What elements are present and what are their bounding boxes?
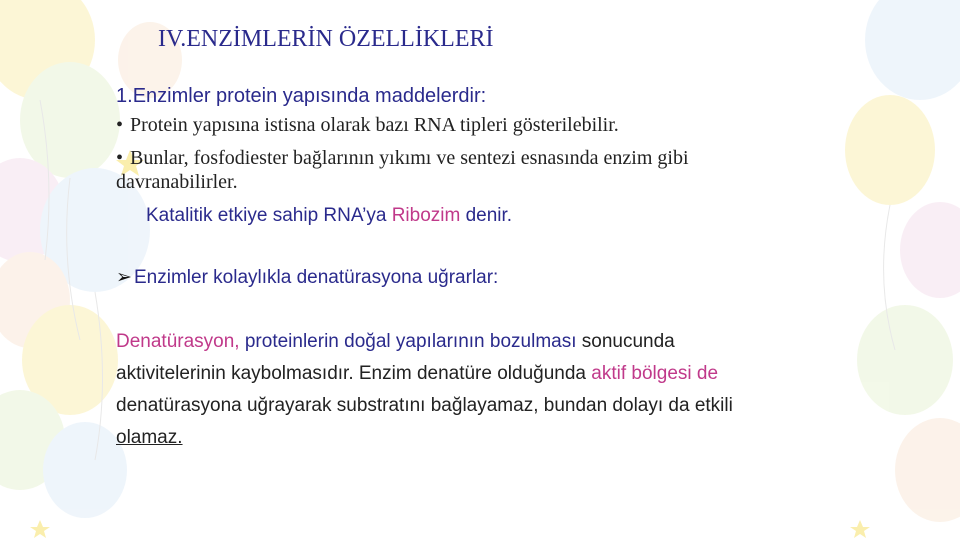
section1-heading-text: Enzimler protein yapısında maddelerdir:: [132, 85, 487, 107]
arrow-bullet-icon: ➢: [116, 267, 132, 288]
section3-l2-start: aktivitelerinin kaybolmasıdır. Enzim denatüre olduğunda: [116, 363, 592, 384]
slide-title: IV.ENZİMLERİN ÖZELLİKLERİ: [158, 26, 494, 52]
bullet-2-text-line1: Bunlar, fosfodiester bağlarının yıkımı ve sentezi esnasında enzim gibi: [130, 147, 689, 169]
ribozim-definition: [146, 204, 512, 228]
section3-line-1: [116, 330, 675, 354]
bullet-icon: •: [116, 114, 124, 136]
section1-heading-number: 1.: [116, 85, 133, 107]
section3-l1-end: sonucunda: [576, 331, 675, 352]
section3-line-4: [116, 426, 183, 450]
bullet-2-continuation: [116, 170, 238, 194]
bullet-icon: •: [116, 147, 124, 169]
ribozim-term: Ribozim: [391, 205, 461, 226]
ribozim-post: denir.: [460, 205, 513, 226]
denaturasyon-term: Denatürasyon,: [116, 331, 240, 352]
section3-l2-pink: aktif bölgesi de: [591, 363, 719, 384]
section2-item: [116, 266, 498, 290]
bullet-item-2: [116, 146, 689, 170]
section2-text: Enzimler kolaylıkla denatürasyona uğrarlar:: [134, 267, 499, 288]
section3-line-2: [116, 362, 718, 386]
bullet-item-1: [116, 113, 619, 137]
section3-line-3: [116, 394, 733, 418]
section3-l3: denatürasyona uğrayarak substratını bağlayamaz, bundan dolayı da etkili: [116, 395, 733, 416]
section3-l1-mid: proteinlerin doğal yapılarının bozulması: [239, 331, 577, 352]
bullet-2-text-line2: davranabilirler.: [116, 171, 238, 193]
section3-l4: olamaz.: [116, 427, 183, 448]
bullet-1-text: Protein yapısına istisna olarak bazı RNA tipleri gösterilebilir.: [130, 114, 619, 136]
section1-heading: [116, 84, 486, 108]
ribozim-pre: Katalitik etkiye sahip RNA’ya: [146, 205, 392, 226]
